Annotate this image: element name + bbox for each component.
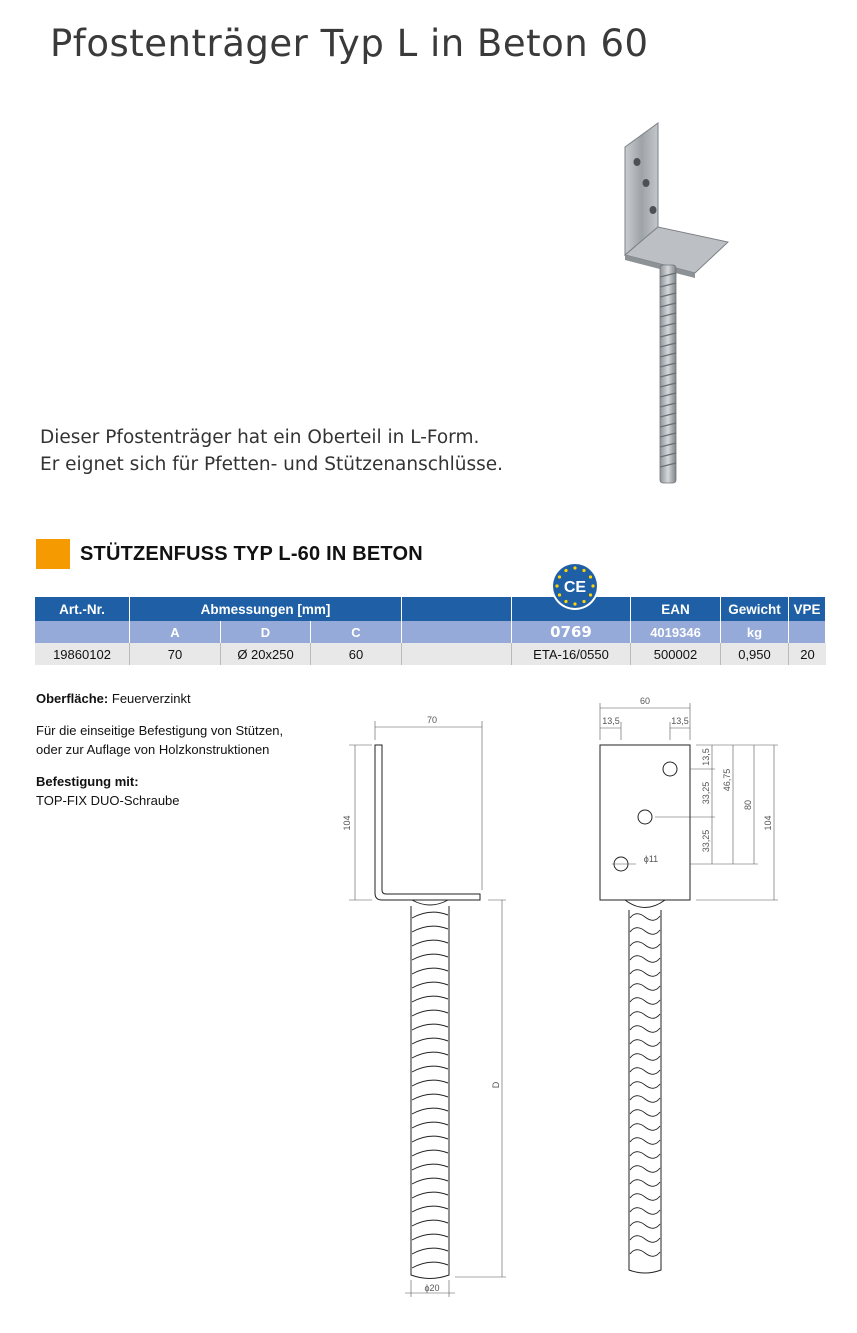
header-vpe: VPE [789, 597, 826, 621]
usage-line-1: Für die einseitige Befestigung von Stützen, [36, 723, 284, 738]
ce-mark-icon [550, 561, 600, 611]
cell-eta: ETA-16/0550 [512, 643, 631, 665]
dim-edge-left: 13,5 [602, 716, 620, 726]
header-ce-cell [512, 579, 631, 621]
table-row [35, 643, 826, 665]
section-header [36, 538, 423, 570]
header-blank [402, 597, 512, 621]
header-gewicht: Gewicht [721, 597, 789, 621]
dim-side-width: 70 [426, 715, 438, 725]
dim-hole-diameter: ϕ11 [643, 854, 659, 864]
dim-spacing-1: 33,25 [701, 781, 711, 805]
cell-a: 70 [130, 643, 221, 665]
sub-a: A [130, 621, 221, 643]
sub-c: C [311, 621, 402, 643]
dim-top-offset: 13,5 [701, 748, 711, 766]
sub-ean-prefix: 4019346 [631, 621, 721, 643]
dim-side-length: D [491, 1081, 501, 1089]
sub-d: D [221, 621, 311, 643]
cell-d: Ø 20x250 [221, 643, 311, 665]
cell-gewicht: 0,950 [721, 643, 789, 665]
dim-spacing-2: 33,25 [701, 829, 711, 853]
dim-edge-right: 13,5 [671, 716, 689, 726]
ce-mark-label: CE [563, 579, 587, 596]
spec-table [35, 579, 826, 665]
cell-ean-suffix: 500002 [631, 643, 721, 665]
technical-drawing [330, 690, 800, 1300]
intro-line-1: Dieser Pfostenträger hat ein Oberteil in L-Form. [40, 427, 480, 448]
section-marker [36, 539, 70, 569]
intro-text [40, 424, 503, 478]
sub-blank-1 [35, 621, 130, 643]
dim-side-height: 104 [342, 815, 352, 831]
fastening-value: TOP-FIX DUO-Schraube [36, 793, 180, 808]
sub-ce-number: 0769 [512, 621, 631, 643]
side-plate-outline [375, 745, 480, 900]
table-header-row [35, 597, 826, 621]
header-art-nr: Art.-Nr. [35, 597, 130, 621]
product-details [36, 689, 326, 823]
dim-80: 80 [743, 799, 753, 811]
hole-2 [638, 810, 652, 824]
cell-c: 60 [311, 643, 402, 665]
page-title: Pfostenträger Typ L in Beton 60 [50, 22, 649, 65]
cell-blank [402, 643, 512, 665]
side-rod-outline [411, 906, 449, 1279]
fastening-label: Befestigung mit: [36, 774, 139, 789]
front-rod-outline [629, 910, 661, 1273]
sub-blank-3 [789, 621, 826, 643]
side-weld-collar [412, 900, 448, 905]
table-subheader-row [35, 621, 826, 643]
usage-line-2: oder zur Auflage von Holzkonstruktionen [36, 742, 270, 757]
front-weld-collar [625, 900, 665, 908]
dim-front-height: 104 [763, 815, 773, 831]
cell-vpe: 20 [789, 643, 826, 665]
sub-unit: kg [721, 621, 789, 643]
cell-art-nr: 19860102 [35, 643, 130, 665]
surface-value: Feuerverzinkt [111, 691, 191, 706]
fastening-text [36, 772, 326, 810]
intro-line-2: Er eignet sich für Pfetten- und Stützenanschlüsse. [40, 454, 504, 475]
usage-text [36, 721, 326, 759]
surface-label: Oberfläche: [36, 691, 109, 706]
header-ean: EAN [631, 597, 721, 621]
dim-front-width: 60 [639, 696, 651, 706]
dim-side-diameter: ϕ20 [424, 1283, 440, 1293]
section-title: STÜTZENFUSS TYP L-60 IN BETON [80, 542, 423, 565]
product-photo [600, 115, 740, 490]
dim-46-75: 46,75 [722, 768, 732, 792]
surface-line [36, 689, 326, 708]
hole-1 [663, 762, 677, 776]
sub-blank-2 [402, 621, 512, 643]
header-abmessungen: Abmessungen [mm] [130, 597, 402, 621]
